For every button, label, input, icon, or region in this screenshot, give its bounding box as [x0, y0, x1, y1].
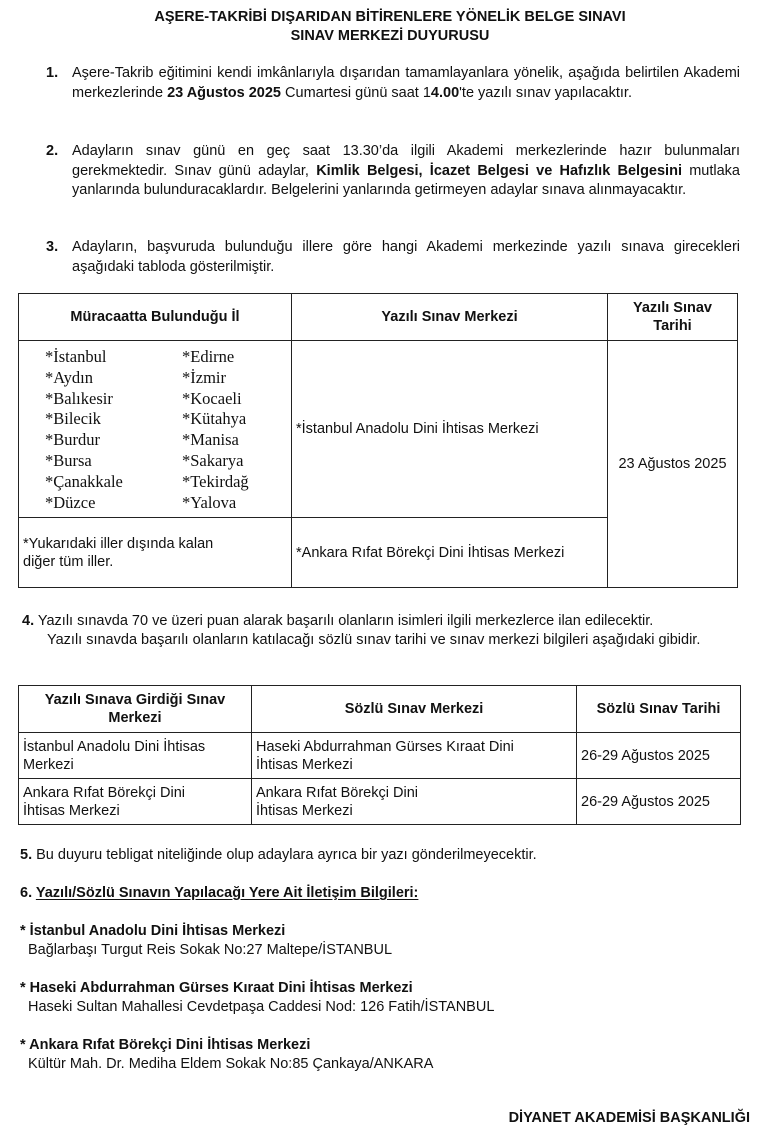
ankara-center-cell: *Ankara Rıfat Börekçi Dini İhtisas Merkezi [292, 518, 608, 588]
item-5-body: Bu duyuru tebligat niteliğinde olup adaylara ayrıca bir yazı gönderilmeyecektir. [32, 847, 537, 863]
written-exam-table [18, 293, 738, 588]
signature: DİYANET AKADEMİSİ BAŞKANLIĞI [508, 1110, 750, 1126]
province-item: *Kütahya [182, 409, 247, 429]
item-4-text-a: Yazılı sınavda 70 ve üzeri puan alarak başarılı olanların isimleri ilgili merkezlerce ilan edilecektir. [37, 613, 654, 629]
item-2-text-b: mutlaka yanlarında bulunduracaklardır. Belgelerini yanlarında getirmeyen adaylar sınava alınmayacaktır. [72, 162, 740, 198]
province-item: *Sakarya [182, 450, 244, 470]
province-item: *Edirne [182, 347, 235, 366]
province-item: *Balıkesir [45, 388, 113, 408]
item-1-text-c: 'te yazılı sınav yapılacaktır. [459, 84, 632, 101]
province-item: *Çanakkale [45, 471, 123, 491]
oral-center-line-2: İhtisas Merkezi [256, 756, 353, 773]
oral-center-cell [252, 779, 577, 825]
header-oral-center: Sözlü Sınav Merkezi [252, 686, 577, 733]
province-item: *Tekirdağ [182, 471, 249, 491]
written-center-line-2: Merkezi [23, 756, 74, 773]
contact-name-istanbul: * İstanbul Anadolu Dini İhtisas Merkezi [20, 923, 286, 939]
province-item: *Bursa [45, 450, 92, 470]
contact-name-ankara: * Ankara Rıfat Börekçi Dini İhtisas Merkezi [20, 1037, 311, 1053]
title-line-1: AŞERE-TAKRİBİ DIŞARIDAN BİTİRENLERE YÖNELİK BELGE SINAVI [154, 9, 626, 25]
written-date-cell: 23 Ağustos 2025 [608, 341, 738, 588]
oral-center-line-1: Haseki Abdurrahman Gürses Kıraat Dini [256, 738, 514, 755]
title-line-2: SINAV MERKEZİ DUYURUSU [290, 28, 490, 44]
item-4-number: 4. [22, 613, 35, 629]
written-center-line-1: Ankara Rıfat Börekçi Dini [23, 784, 185, 801]
contact-name-haseki: * Haseki Abdurrahman Gürses Kıraat Dini İhtisas Merkezi [20, 980, 413, 996]
contact-address-istanbul: Bağlarbaşı Turgut Reis Sokak No:27 Maltepe/İSTANBUL [28, 942, 393, 958]
written-center-line-1: İstanbul Anadolu Dini İhtisas [23, 738, 206, 755]
item-2-number: 2. [46, 143, 59, 159]
item-1-text-a: Aşere-Takrib eğitimini kendi imkânlarıyla dışarıdan tamamlayanlara yönelik, aşağıda belirtilen Akademi merkezlerinde [72, 65, 740, 101]
oral-center-line-1: Ankara Rıfat Börekçi Dini [256, 784, 418, 801]
item-4-text [22, 612, 740, 650]
table-row [19, 779, 741, 825]
item-1-text [72, 64, 740, 103]
item-1-text-b: Cumartesi günü saat 1 [281, 84, 431, 101]
item-2-text [72, 142, 740, 201]
oral-exam-table [18, 685, 741, 825]
item-1-time: 4.00 [430, 84, 460, 101]
header-oral-date: Sözlü Sınav Tarihi [577, 686, 741, 733]
item-4-line-2: Yazılı sınavda başarılı olanların katılacağı sözlü sınav tarihi ve sınav merkezi bilgileri aşağıdaki gibidir. [47, 632, 701, 648]
other-provinces-cell [19, 518, 292, 588]
item-1-number: 1. [46, 65, 59, 81]
province-item: *Yalova [182, 492, 237, 512]
province-item: *Burdur [45, 430, 100, 450]
header-written-exam-center: Yazılı Sınava Girdiği Sınav Merkezi [19, 686, 252, 733]
item-3-number: 3. [46, 239, 59, 255]
item-5-number: 5. [20, 847, 33, 863]
oral-center-line-2: İhtisas Merkezi [256, 802, 353, 819]
written-center-cell [19, 779, 252, 825]
province-column-left [45, 347, 182, 513]
oral-date-cell: 26-29 Ağustos 2025 [577, 779, 741, 825]
written-center-cell [19, 733, 252, 779]
document-title [0, 8, 780, 46]
province-item: *Manisa [182, 430, 239, 450]
oral-center-cell [252, 733, 577, 779]
other-provinces-line-2: diğer tüm iller. [23, 553, 114, 570]
item-2-documents: Kimlik Belgesi, İcazet Belgesi ve Hafızlık Belgesini [316, 162, 682, 179]
istanbul-center-cell: *İstanbul Anadolu Dini İhtisas Merkezi [292, 341, 608, 518]
province-column-right [182, 347, 249, 513]
table-row [19, 733, 741, 779]
province-item: *Düzce [45, 492, 96, 512]
oral-date-cell: 26-29 Ağustos 2025 [577, 733, 741, 779]
item-6-title: Yazılı/Sözlü Sınavın Yapılacağı Yere Ait İletişim Bilgileri: [35, 885, 419, 901]
item-3-text: Adayların, başvuruda bulunduğu illere göre hangi Akademi merkezinde yazılı sınava girecekleri aşağıdaki tabloda gösterilmiştir. [72, 239, 740, 275]
item-6-heading [20, 884, 418, 903]
contact-address-ankara: Kültür Mah. Dr. Mediha Eldem Sokak No:85 Çankaya/ANKARA [28, 1056, 434, 1072]
written-center-line-2: İhtisas Merkezi [23, 802, 120, 819]
province-list-cell [19, 341, 292, 518]
header-written-center: Yazılı Sınav Merkezi [292, 294, 608, 341]
header-written-date: Yazılı Sınav Tarihi [608, 294, 738, 341]
province-item: *İstanbul [45, 347, 107, 366]
item-1-date: 23 Ağustos 2025 [167, 84, 281, 101]
province-item: *İzmir [182, 367, 226, 387]
contact-address-haseki: Haseki Sultan Mahallesi Cevdetpaşa Caddesi Nod: 126 Fatih/İSTANBUL [28, 999, 495, 1015]
item-6-number: 6. [20, 885, 33, 901]
header-province: Müracaatta Bulunduğu İl [19, 294, 292, 341]
item-4-line-1 [22, 613, 653, 629]
item-2-text-a: Adayların sınav günü en geç saat 13.30’da ilgili Akademi merkezlerinde hazır bulunmaları gerekmektedir. Sınav günü adaylar, [72, 143, 740, 179]
other-provinces-line-1: *Yukarıdaki iller dışında kalan [23, 535, 214, 552]
province-item: *Aydın [45, 367, 93, 387]
item-5-text [20, 846, 537, 865]
province-item: *Bilecik [45, 409, 101, 429]
province-item: *Kocaeli [182, 388, 242, 408]
